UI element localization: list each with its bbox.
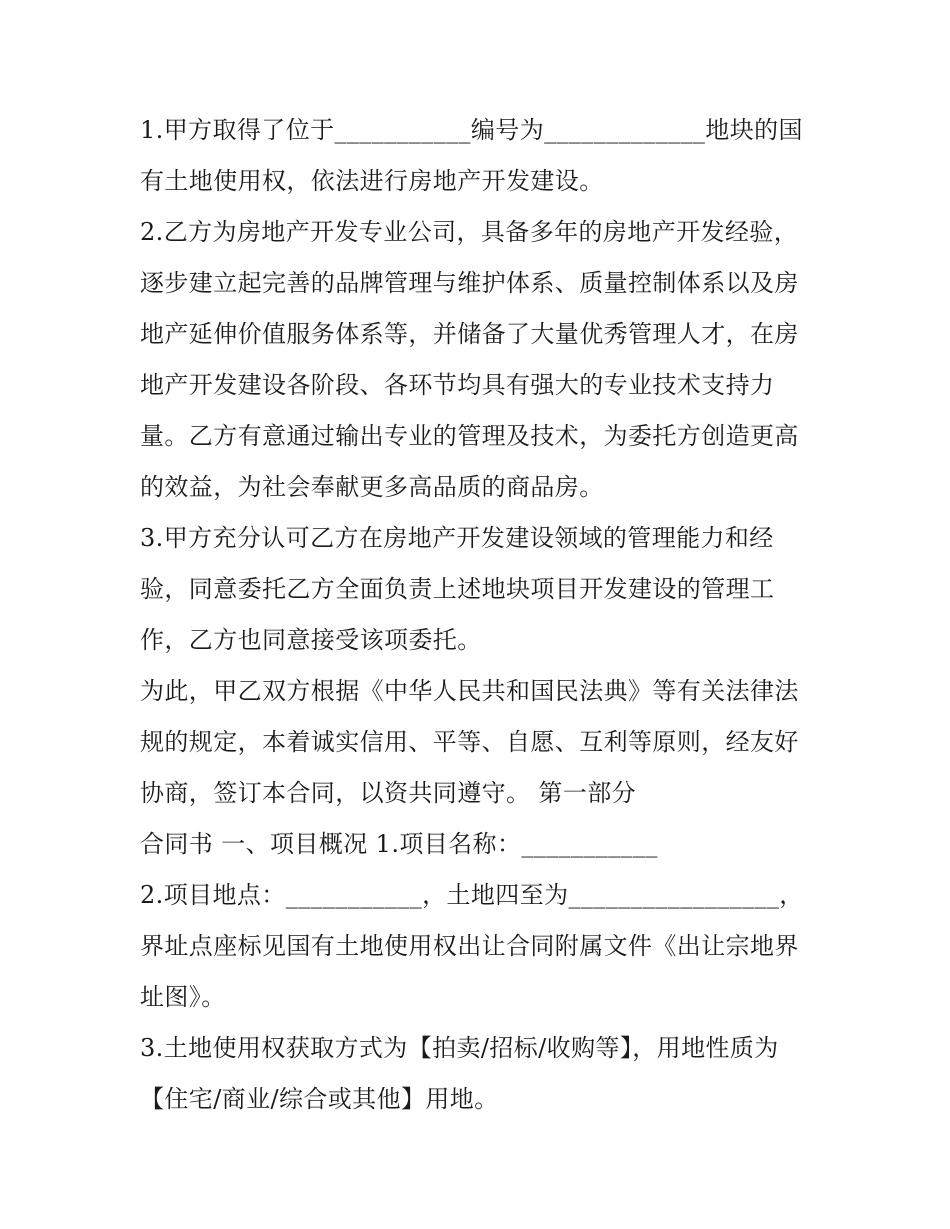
text-line: 地产延伸价值服务体系等，并储备了大量优秀管理人才，在房	[140, 320, 799, 348]
text-line: 作，乙方也同意接受该项委托。	[140, 626, 482, 654]
text-line: 合同书 一、项目概况 1.项目名称：___________	[140, 830, 658, 858]
text-line: 【住宅/商业/综合或其他】用地。	[140, 1085, 499, 1113]
text-line: 验，同意委托乙方全面负责上述地块项目开发建设的管理工	[140, 575, 775, 603]
text-line: 的效益，为社会奉献更多高品质的商品房。	[140, 473, 604, 501]
text-line: 为此，甲乙双方根据《中华人民共和国民法典》等有关法律法	[140, 677, 799, 705]
text-line: 量。乙方有意通过输出专业的管理及技术，为委托方创造更高	[140, 422, 799, 450]
text-line: 规的规定，本着诚实信用、平等、自愿、互利等原则，经友好	[140, 728, 799, 756]
text-line: 1.甲方取得了位于___________编号为_____________地块的国	[140, 116, 803, 144]
text-line: 界址点座标见国有土地使用权出让合同附属文件《出让宗地界	[140, 932, 799, 960]
contract-text	[140, 105, 820, 1125]
text-line: 逐步建立起完善的品牌管理与维护体系、质量控制体系以及房	[140, 269, 799, 297]
text-line: 2.乙方为房地产开发专业公司，具备多年的房地产开发经验，	[140, 218, 799, 246]
text-line: 址图》。	[140, 983, 226, 1011]
text-line: 3.甲方充分认可乙方在房地产开发建设领域的管理能力和经	[140, 524, 774, 552]
text-line: 有土地使用权，依法进行房地产开发建设。	[140, 167, 604, 195]
text-line: 2.项目地点：___________，土地四至为_________________，	[140, 881, 804, 909]
text-line: 3.土地使用权获取方式为【拍卖/招标/收购等】，用地性质为	[140, 1034, 779, 1062]
text-line: 协商，签订本合同，以资共同遵守。 第一部分	[140, 779, 637, 807]
text-line: 地产开发建设各阶段、各环节均具有强大的专业技术支持力	[140, 371, 775, 399]
